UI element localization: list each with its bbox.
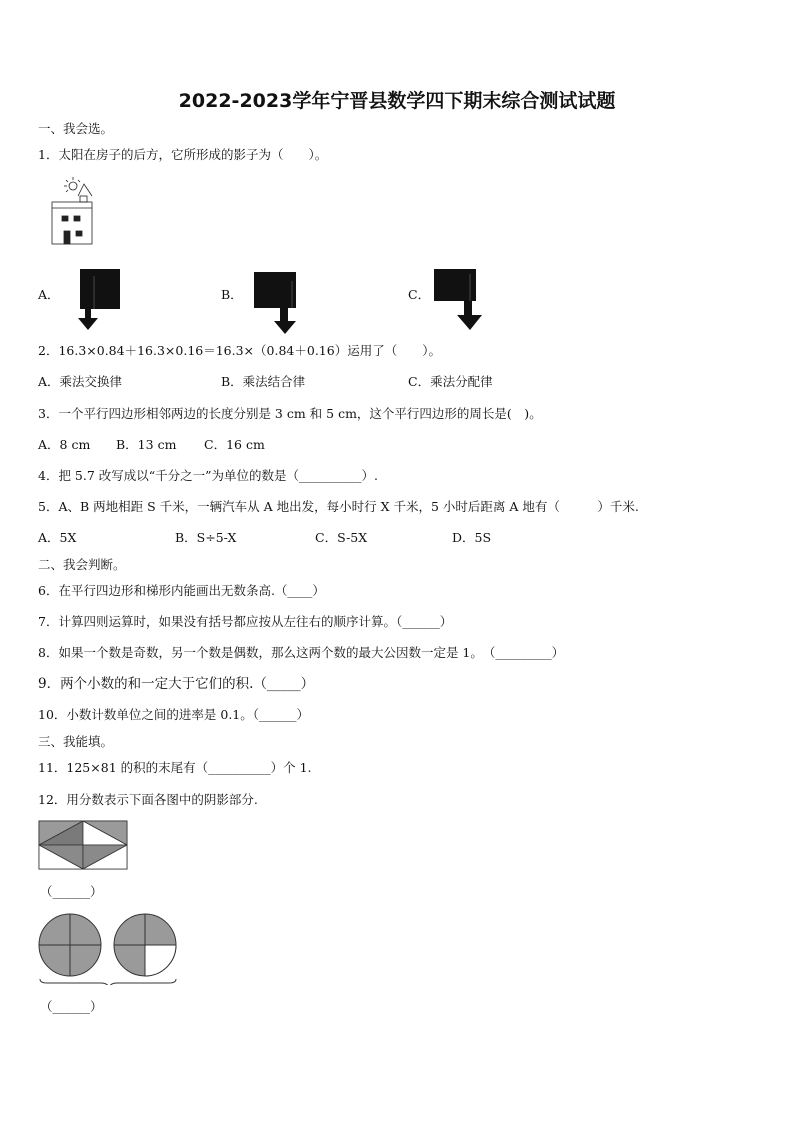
q5-option-b: B．S÷5-X xyxy=(175,530,237,545)
q2-option-b: B．乘法结合律 xyxy=(221,374,306,389)
question-2: 2．16.3×0.84＋16.3×0.16＝16.3×（0.84＋0.16）运用了（ ）。 xyxy=(38,343,441,358)
q1-option-c-label: C． xyxy=(408,287,431,302)
shadow-option-a-figure xyxy=(78,268,122,332)
question-1: 1．太阳在房子的后方，它所形成的影子为（ ）。 xyxy=(38,147,328,162)
q3-option-a: A．8 cm xyxy=(38,437,91,452)
q5-option-c: C．S-5X xyxy=(315,530,368,545)
q5-option-d: D．5S xyxy=(452,530,492,545)
question-8: 8．如果一个数是奇数，另一个数是偶数，那么这两个数的最大公因数一定是 1。 （_________） xyxy=(38,645,565,660)
question-10: 10．小数计数单位之间的进率是 0.1。（______） xyxy=(38,707,310,722)
shadow-option-b-figure xyxy=(252,271,300,335)
q2-option-c: C．乘法分配律 xyxy=(408,374,493,389)
question-6: 6．在平行四边形和梯形内能画出无数条高.（____） xyxy=(38,583,325,598)
q3-option-c: C．16 cm xyxy=(204,437,265,452)
house-sun-figure xyxy=(44,176,100,248)
page-title: 2022-2023学年宁晋县数学四下期末综合测试试题 xyxy=(178,90,616,112)
shaded-rectangle-figure xyxy=(38,820,130,872)
section-judge-heading: 二、我会判断。 xyxy=(38,557,126,572)
answer-blank-circles: （______） xyxy=(40,999,103,1014)
question-3: 3．一个平行四边形相邻两边的长度分别是 3 cm 和 5 cm，这个平行四边形的周长是( )。 xyxy=(38,406,542,421)
answer-blank-rectangle: （______） xyxy=(40,884,103,899)
shaded-circles-figure xyxy=(37,913,179,985)
question-9: 9．两个小数的和一定大于它们的积.（_____） xyxy=(38,676,315,692)
q1-option-a-label: A． xyxy=(38,287,60,302)
q1-option-b-label: B． xyxy=(221,287,243,302)
question-4: 4．把 5.7 改写成以“千分之一”为单位的数是（__________）. xyxy=(38,468,379,483)
section-choice-heading: 一、我会选。 xyxy=(38,121,114,136)
q2-option-a: A．乘法交换律 xyxy=(38,374,123,389)
section-fill-heading: 三、我能填。 xyxy=(38,734,114,749)
q5-option-a: A．5X xyxy=(38,530,77,545)
question-7: 7．计算四则运算时，如果没有括号都应按从左往右的顺序计算。（______） xyxy=(38,614,453,629)
shadow-option-c-figure xyxy=(432,268,484,332)
question-5: 5．A、B 两地相距 S 千米，一辆汽车从 A 地出发，每小时行 X 千米，5 小时后距离 A 地有（ ）千米. xyxy=(38,499,639,514)
question-11: 11．125×81 的积的末尾有（__________）个 1. xyxy=(38,760,312,775)
q3-option-b: B．13 cm xyxy=(116,437,177,452)
question-12: 12．用分数表示下面各图中的阴影部分. xyxy=(38,792,258,807)
